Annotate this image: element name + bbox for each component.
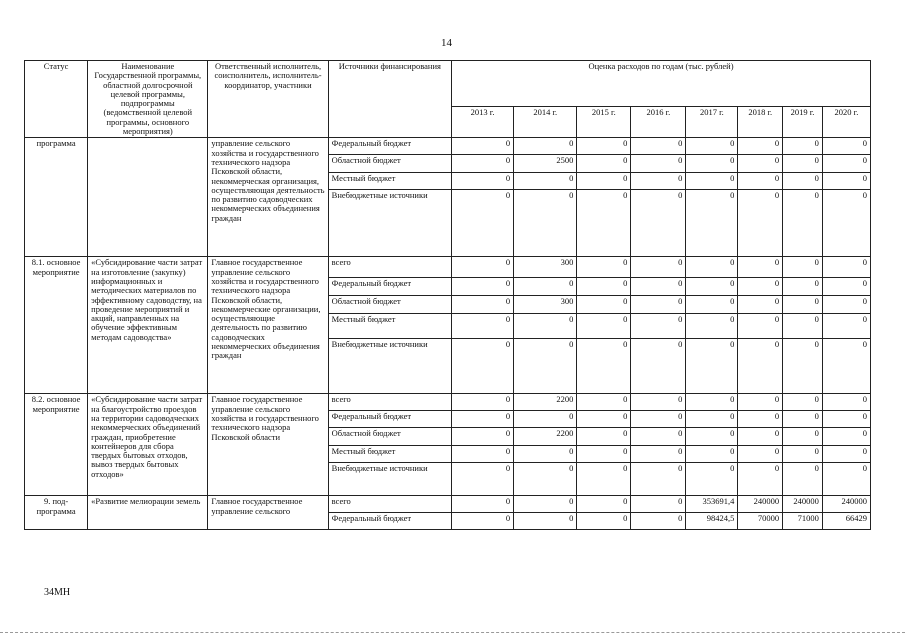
value-cell: 0 (738, 257, 783, 278)
value-cell: 0 (631, 513, 686, 530)
value-cell: 0 (783, 138, 823, 155)
year-header: 2017 г. (686, 107, 738, 138)
value-cell: 0 (451, 296, 513, 314)
value-cell: 0 (451, 155, 513, 173)
value-cell: 0 (631, 155, 686, 173)
value-cell: 0 (686, 190, 738, 257)
year-header: 2018 г. (738, 107, 783, 138)
value-cell: 0 (631, 314, 686, 339)
value-cell: 0 (686, 428, 738, 446)
source-cell: Внебюджетные источники (328, 463, 451, 496)
value-cell: 0 (822, 278, 870, 296)
header-sources: Источники финансирования (328, 61, 451, 138)
executor-cell: управление сельского хозяйства и государственного технического надзора Псковской области, некоммерческая организация, осуществляющая деятельность по развитию садоводческих некоммерческих объединения граждан (208, 138, 328, 257)
status-cell: 8.2. основное мероприятие (25, 394, 88, 496)
value-cell: 0 (822, 339, 870, 394)
value-cell: 0 (577, 496, 631, 513)
source-cell: Федеральный бюджет (328, 411, 451, 428)
value-cell: 0 (783, 446, 823, 463)
value-cell: 0 (738, 296, 783, 314)
year-header: 2019 г. (783, 107, 823, 138)
value-cell: 0 (514, 278, 577, 296)
value-cell: 0 (514, 463, 577, 496)
source-cell: Местный бюджет (328, 173, 451, 190)
value-cell: 0 (577, 463, 631, 496)
header-executor: Ответственный исполнитель, соисполнитель, исполнитель-координатор, участники (208, 61, 328, 138)
value-cell: 0 (451, 428, 513, 446)
year-header: 2014 г. (514, 107, 577, 138)
value-cell: 0 (686, 314, 738, 339)
value-cell: 0 (451, 394, 513, 411)
value-cell: 0 (577, 513, 631, 530)
value-cell: 0 (738, 446, 783, 463)
value-cell: 0 (514, 190, 577, 257)
year-header: 2013 г. (451, 107, 513, 138)
name-cell (88, 138, 208, 257)
value-cell: 0 (822, 296, 870, 314)
table-row (25, 257, 871, 278)
value-cell: 0 (738, 463, 783, 496)
value-cell: 0 (738, 173, 783, 190)
header-status: Статус (25, 61, 88, 138)
status-cell: 9. под-программа (25, 496, 88, 530)
source-cell: Федеральный бюджет (328, 138, 451, 155)
value-cell: 0 (783, 314, 823, 339)
value-cell: 0 (631, 296, 686, 314)
value-cell: 0 (686, 138, 738, 155)
value-cell: 0 (514, 138, 577, 155)
value-cell: 0 (783, 394, 823, 411)
value-cell: 240000 (783, 496, 823, 513)
value-cell: 2500 (514, 155, 577, 173)
source-cell: Областной бюджет (328, 428, 451, 446)
source-cell: всего (328, 257, 451, 278)
value-cell: 240000 (822, 496, 870, 513)
value-cell: 0 (822, 190, 870, 257)
status-cell: 8.1. основное мероприятие (25, 257, 88, 394)
value-cell: 0 (822, 138, 870, 155)
value-cell: 0 (577, 428, 631, 446)
value-cell: 0 (738, 411, 783, 428)
source-cell: Областной бюджет (328, 155, 451, 173)
value-cell: 2200 (514, 394, 577, 411)
value-cell: 0 (631, 339, 686, 394)
value-cell: 0 (514, 446, 577, 463)
value-cell: 0 (514, 173, 577, 190)
value-cell: 0 (451, 257, 513, 278)
value-cell: 0 (738, 314, 783, 339)
budget-table (24, 60, 871, 530)
header-estimate: Оценка расходов по годам (тыс. рублей) (451, 61, 870, 107)
value-cell: 0 (738, 278, 783, 296)
value-cell: 0 (783, 339, 823, 394)
value-cell: 300 (514, 296, 577, 314)
value-cell: 0 (451, 138, 513, 155)
name-cell: «Субсидирование части затрат на благоустройство проездов на территории садоводческих некоммерческих объединений граждан, приобретение контейнеров для сбора твердых бытовых отходов, вывоз твердых бытовых отходов» (88, 394, 208, 496)
value-cell: 0 (686, 257, 738, 278)
value-cell: 0 (686, 296, 738, 314)
value-cell: 0 (738, 339, 783, 394)
value-cell: 0 (738, 155, 783, 173)
value-cell: 0 (577, 173, 631, 190)
value-cell: 0 (451, 278, 513, 296)
executor-cell: Главное государственное управление сельского хозяйства и государственного технического надзора Псковской области (208, 394, 328, 496)
value-cell: 0 (686, 463, 738, 496)
value-cell: 70000 (738, 513, 783, 530)
value-cell: 0 (783, 278, 823, 296)
value-cell: 0 (451, 513, 513, 530)
year-header: 2020 г. (822, 107, 870, 138)
value-cell: 0 (631, 257, 686, 278)
source-cell: Внебюджетные источники (328, 339, 451, 394)
table-row (25, 496, 871, 513)
value-cell: 0 (822, 257, 870, 278)
value-cell: 0 (577, 394, 631, 411)
value-cell: 0 (577, 411, 631, 428)
budget-table-body (25, 138, 871, 530)
value-cell: 0 (631, 411, 686, 428)
source-cell: всего (328, 496, 451, 513)
executor-cell: Главное государственное управление сельского хозяйства и государственного технического надзора Псковской области, некоммерческие организации, осуществляющие деятельность по развитию садоводческих некоммерческих объединения граждан (208, 257, 328, 394)
value-cell: 0 (451, 496, 513, 513)
value-cell: 0 (783, 155, 823, 173)
value-cell: 0 (631, 138, 686, 155)
value-cell: 0 (738, 138, 783, 155)
name-cell: «Субсидирование части затрат на изготовление (закупку) информационных и методических материалов по эффективному садоводству, на проведение мероприятий и акций, направленных на обучение эффективным методам садоводства» (88, 257, 208, 394)
value-cell: 0 (822, 428, 870, 446)
value-cell: 0 (783, 428, 823, 446)
value-cell: 0 (451, 339, 513, 394)
value-cell: 0 (577, 155, 631, 173)
value-cell: 2200 (514, 428, 577, 446)
value-cell: 0 (686, 155, 738, 173)
value-cell: 0 (451, 446, 513, 463)
value-cell: 0 (822, 314, 870, 339)
value-cell: 240000 (738, 496, 783, 513)
value-cell: 0 (686, 339, 738, 394)
value-cell: 0 (451, 173, 513, 190)
scan-edge-line (0, 632, 905, 634)
table-row (25, 394, 871, 411)
value-cell: 0 (577, 278, 631, 296)
year-header: 2015 г. (577, 107, 631, 138)
value-cell: 0 (577, 296, 631, 314)
source-cell: Федеральный бюджет (328, 513, 451, 530)
value-cell: 0 (822, 446, 870, 463)
name-cell: «Развитие мелиорации земель (88, 496, 208, 530)
value-cell: 0 (514, 411, 577, 428)
value-cell: 0 (686, 173, 738, 190)
source-cell: всего (328, 394, 451, 411)
executor-cell: Главное государственное управление сельского (208, 496, 328, 530)
value-cell: 0 (577, 446, 631, 463)
value-cell: 0 (783, 463, 823, 496)
value-cell: 0 (783, 173, 823, 190)
value-cell: 0 (783, 296, 823, 314)
value-cell: 0 (631, 173, 686, 190)
source-cell: Местный бюджет (328, 446, 451, 463)
value-cell: 0 (822, 155, 870, 173)
value-cell: 0 (451, 463, 513, 496)
year-header: 2016 г. (631, 107, 686, 138)
value-cell: 0 (514, 339, 577, 394)
value-cell: 0 (631, 496, 686, 513)
value-cell: 0 (822, 463, 870, 496)
source-cell: Областной бюджет (328, 296, 451, 314)
value-cell: 0 (631, 446, 686, 463)
value-cell: 0 (783, 411, 823, 428)
value-cell: 0 (738, 428, 783, 446)
value-cell: 0 (686, 411, 738, 428)
value-cell: 0 (822, 173, 870, 190)
value-cell: 0 (686, 394, 738, 411)
source-cell: Местный бюджет (328, 314, 451, 339)
table-row (25, 138, 871, 155)
value-cell: 0 (631, 190, 686, 257)
value-cell: 0 (577, 314, 631, 339)
value-cell: 0 (577, 257, 631, 278)
value-cell: 0 (514, 496, 577, 513)
value-cell: 0 (783, 257, 823, 278)
value-cell: 0 (783, 190, 823, 257)
value-cell: 0 (738, 190, 783, 257)
value-cell: 0 (686, 446, 738, 463)
value-cell: 66429 (822, 513, 870, 530)
header-name: Наименование Государственной программы, областной долгосрочной целевой программы, подпрограммы (ведомственной целевой программы, основного мероприятия) (88, 61, 208, 138)
value-cell: 0 (686, 278, 738, 296)
value-cell: 0 (631, 428, 686, 446)
value-cell: 300 (514, 257, 577, 278)
value-cell: 0 (451, 190, 513, 257)
footer-code: 34МН (44, 587, 71, 598)
value-cell: 0 (514, 513, 577, 530)
page-number: 14 (441, 37, 452, 49)
value-cell: 0 (514, 314, 577, 339)
source-cell: Внебюджетные источники (328, 190, 451, 257)
value-cell: 0 (631, 278, 686, 296)
value-cell: 0 (451, 314, 513, 339)
value-cell: 0 (738, 394, 783, 411)
value-cell: 0 (577, 138, 631, 155)
value-cell: 0 (451, 411, 513, 428)
source-cell: Федеральный бюджет (328, 278, 451, 296)
value-cell: 71000 (783, 513, 823, 530)
value-cell: 0 (822, 411, 870, 428)
status-cell: программа (25, 138, 88, 257)
value-cell: 0 (631, 463, 686, 496)
value-cell: 0 (631, 394, 686, 411)
value-cell: 98424,5 (686, 513, 738, 530)
value-cell: 0 (822, 394, 870, 411)
value-cell: 0 (577, 339, 631, 394)
value-cell: 0 (577, 190, 631, 257)
value-cell: 353691,4 (686, 496, 738, 513)
